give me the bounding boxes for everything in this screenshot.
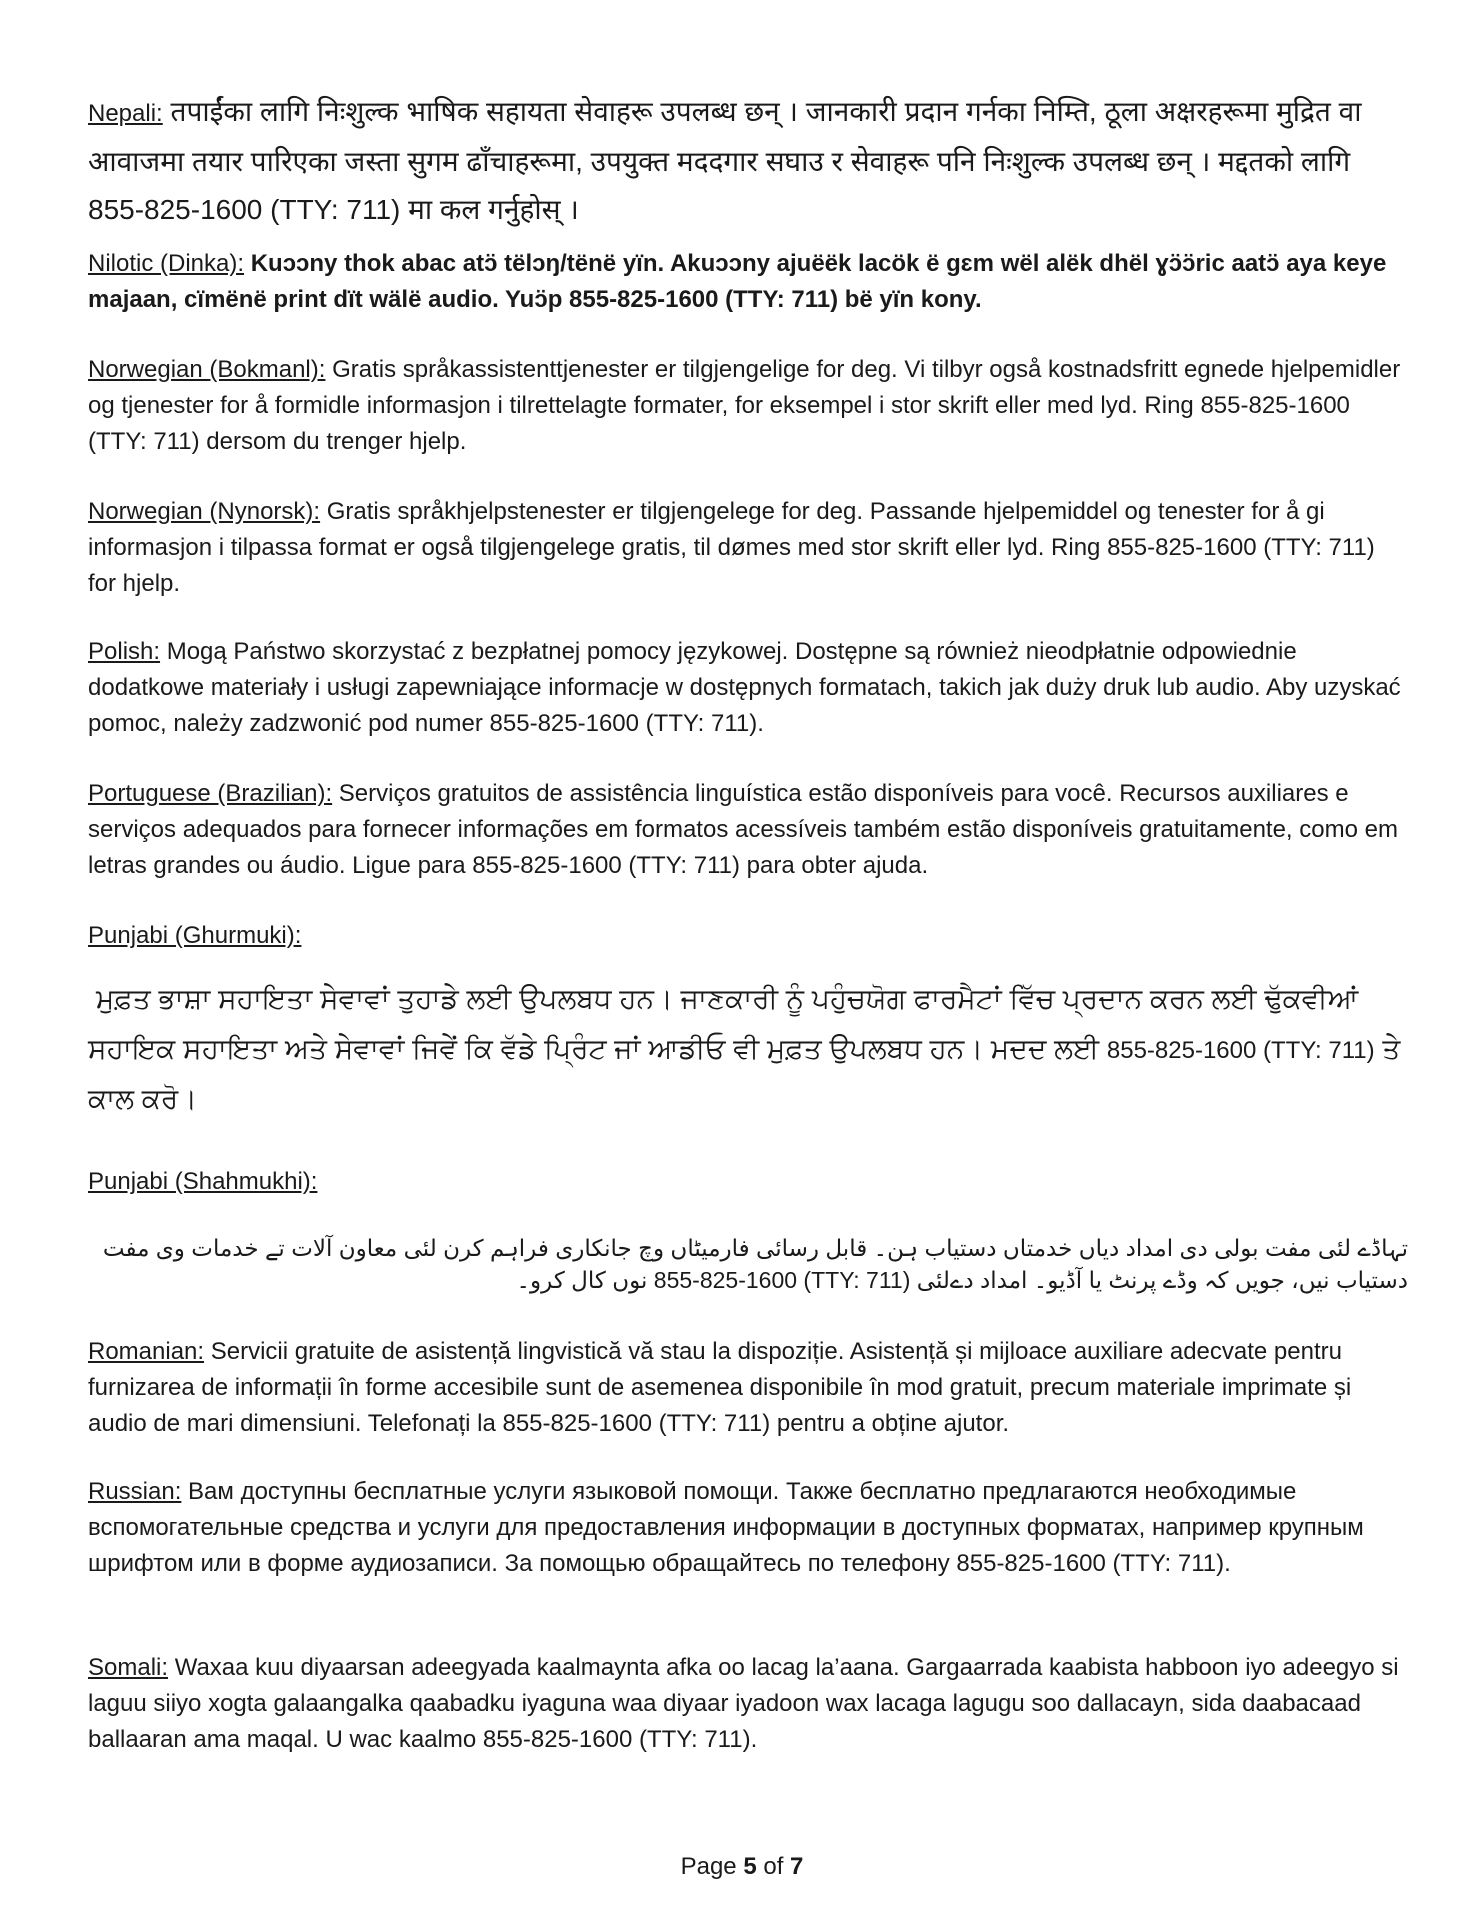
section-label: Norwegian (Bokmanl): [88, 356, 326, 383]
section-text: तपाईंका लागि निःशुल्क भाषिक सहायता सेवाहरू उपलब्ध छन् । जानकारी प्रदान गर्नका निम्ति, ठूला अक्षरहरूमा मुद्रित वा आवाजमा तयार पारिएका जस्ता सुगम ढाँचाहरूमा, उपयुक्त मददगार सघाउ र सेवाहरू पनि निःशुल्क उपलब्ध छन् । मद्दतको लागि 855-825-1600 (TTY: 711) मा कल गर्नुहोस् । [88, 96, 1362, 225]
page-prefix: Page [680, 1853, 744, 1880]
section-text: Gratis språkhjelpstenester er tilgjengelege for deg. Passande hjelpemiddel og tenester for å gi informasjon i tilpassa format er også tilgjengelege gratis, til dømes med stor skrift eller lyd. Ring 855-825-1600 (TTY: 711) for hjelp. [88, 498, 1375, 597]
page-middle: of [756, 1853, 791, 1880]
section-label: Portuguese (Brazilian): [88, 780, 333, 807]
section-label: Polish: [88, 638, 161, 665]
section-punjabi-shahmukhi: تہاڈے لئی مفت بولی دی امداد دیاں خدمتاں دستیاب ہن۔ قابل رسائی فارمیٹاں وچ جانکاری فراہم کرن لئی معاون آلات تے خدمات وی مفت دستیاب نیں، جویں کہ وڈے پرنٹ یا آڈیو۔ امداد دے‌لئی (TTY: 711) 855-825-1600 نوں کال کرو۔ [102, 1235, 1408, 1293]
section-somali [88, 1650, 1408, 1758]
section-label: Russian: [88, 1478, 182, 1505]
section-punjabi-gurmukhi [88, 974, 1408, 1124]
current-page: 5 [743, 1853, 757, 1880]
section-text: Waxaa kuu diyaarsan adeegyada kaalmaynta afka oo lacag la’aana. Gargaarrada kaabista habboon iyo adeegyo si laguu siiyo xogta galaangalka qaabadku iyaguna waa diyaar iyadoon wax lacaga lagugu soo dallacayn, sida daabacaad ballaaran ama maqal. U wac kaalmo 855-825-1600 (TTY: 711). [88, 1654, 1399, 1753]
section-punjabi-shahmukhi-label: Punjabi (Shahmukhi): [88, 1168, 318, 1195]
section-text: Вам доступны бесплатные услуги языковой помощи. Также бесплатно предлагаются необходимые вспомогательные средства и услуги для предоставления информации в доступных форматах, например крупным шрифтом или в форме аудиозаписи. За помощью обращайтесь по телефону 855-825-1600 (TTY: 711). [88, 1478, 1364, 1577]
section-polish [88, 634, 1408, 742]
section-text: Servicii gratuite de asistență lingvistică vă stau la dispoziție. Asistență și mijloace auxiliare adecvate pentru furnizarea de informații în forme accesibile sunt de asemenea disponibile în mod gratuit, precum materiale imprimate și audio de mari dimensiuni. Telefonați la 855-825-1600 (TTY: 711) pentru a obține ajutor. [88, 1338, 1352, 1437]
section-dinka [88, 246, 1408, 318]
section-label: Norwegian (Nynorsk): [88, 498, 321, 525]
section-label: Nilotic (Dinka): [88, 250, 245, 277]
section-portuguese [88, 776, 1408, 884]
section-romanian [88, 1334, 1408, 1442]
section-phone: 855-825-1600 (TTY: 711) [1106, 1037, 1375, 1064]
section-label: Somali: [88, 1654, 169, 1681]
section-label: Romanian: [88, 1338, 205, 1365]
section-text-end: ਤੇ ਕਾਲ ਕਰੋ। [88, 1033, 1401, 1114]
section-text: Kuɔɔny thok abac atɔ̈ tëlɔŋ/tënë yïn. Akuɔɔny ajuëëk lacök ë gɛm wël alëk dhël ɣɔ̈ɔ̈ric aatɔ̈ aya keye majaan, cïmënë print dït wälë audio. Yuɔ̈p 855-825-1600 (TTY: 711) bë yïn kony. [88, 250, 1387, 313]
section-text: Gratis språkassistenttjenester er tilgjengelige for deg. Vi tilbyr også kostnadsfritt egnede hjelpemidler og tjenester for å formidle informasjon i tilrettelagte formater, for eksempel i stor skrift eller med lyd. Ring 855-825-1600 (TTY: 711) dersom du trenger hjelp. [88, 356, 1401, 455]
section-text: Serviços gratuitos de assistência linguística estão disponíveis para você. Recursos auxiliares e serviços adequados para fornecer informações em formatos acessíveis também estão disponíveis gratuitamente, como em letras grandes ou áudio. Ligue para 855-825-1600 (TTY: 711) para obter ajuda. [88, 780, 1398, 879]
page-number-footer [0, 1852, 1484, 1882]
section-nepali [88, 88, 1408, 234]
section-russian [88, 1474, 1408, 1582]
section-label: Nepali: [88, 100, 163, 127]
section-punjabi-gurmukhi-label: Punjabi (Ghurmuki): [88, 922, 302, 949]
total-pages: 7 [790, 1853, 804, 1880]
section-norwegian-nynorsk [88, 494, 1408, 602]
section-text: ਮੁਫ਼ਤ ਭਾਸ਼ਾ ਸਹਾਇਤਾ ਸੇਵਾਵਾਂ ਤੁਹਾਡੇ ਲਈ ਉਪਲਬਧ ਹਨ। ਜਾਣਕਾਰੀ ਨੂੰ ਪਹੁੰਚਯੋਗ ਫਾਰਮੈਟਾਂ ਵਿੱਚ ਪ੍ਰਦਾਨ ਕਰਨ ਲਈ ਢੁੱਕਵੀਆਂ ਸਹਾਇਕ ਸਹਾਇਤਾ ਅਤੇ ਸੇਵਾਵਾਂ ਜਿਵੇਂ ਕਿ ਵੱਡੇ ਪ੍ਰਿੰਟ ਜਾਂ ਆਡੀਓ ਵੀ ਮੁਫ਼ਤ ਉਪਲਬਧ ਹਨ। ਮਦਦ ਲਈ [88, 983, 1359, 1064]
section-norwegian-bokmal [88, 352, 1408, 460]
section-text: Mogą Państwo skorzystać z bezpłatnej pomocy językowej. Dostępne są również nieodpłatnie odpowiednie dodatkowe materiały i usługi zapewniające informacje w dostępnych formatach, takich jak duży druk lub audio. Aby uzyskać pomoc, należy zadzwonić pod numer 855-825-1600 (TTY: 711). [88, 638, 1401, 737]
